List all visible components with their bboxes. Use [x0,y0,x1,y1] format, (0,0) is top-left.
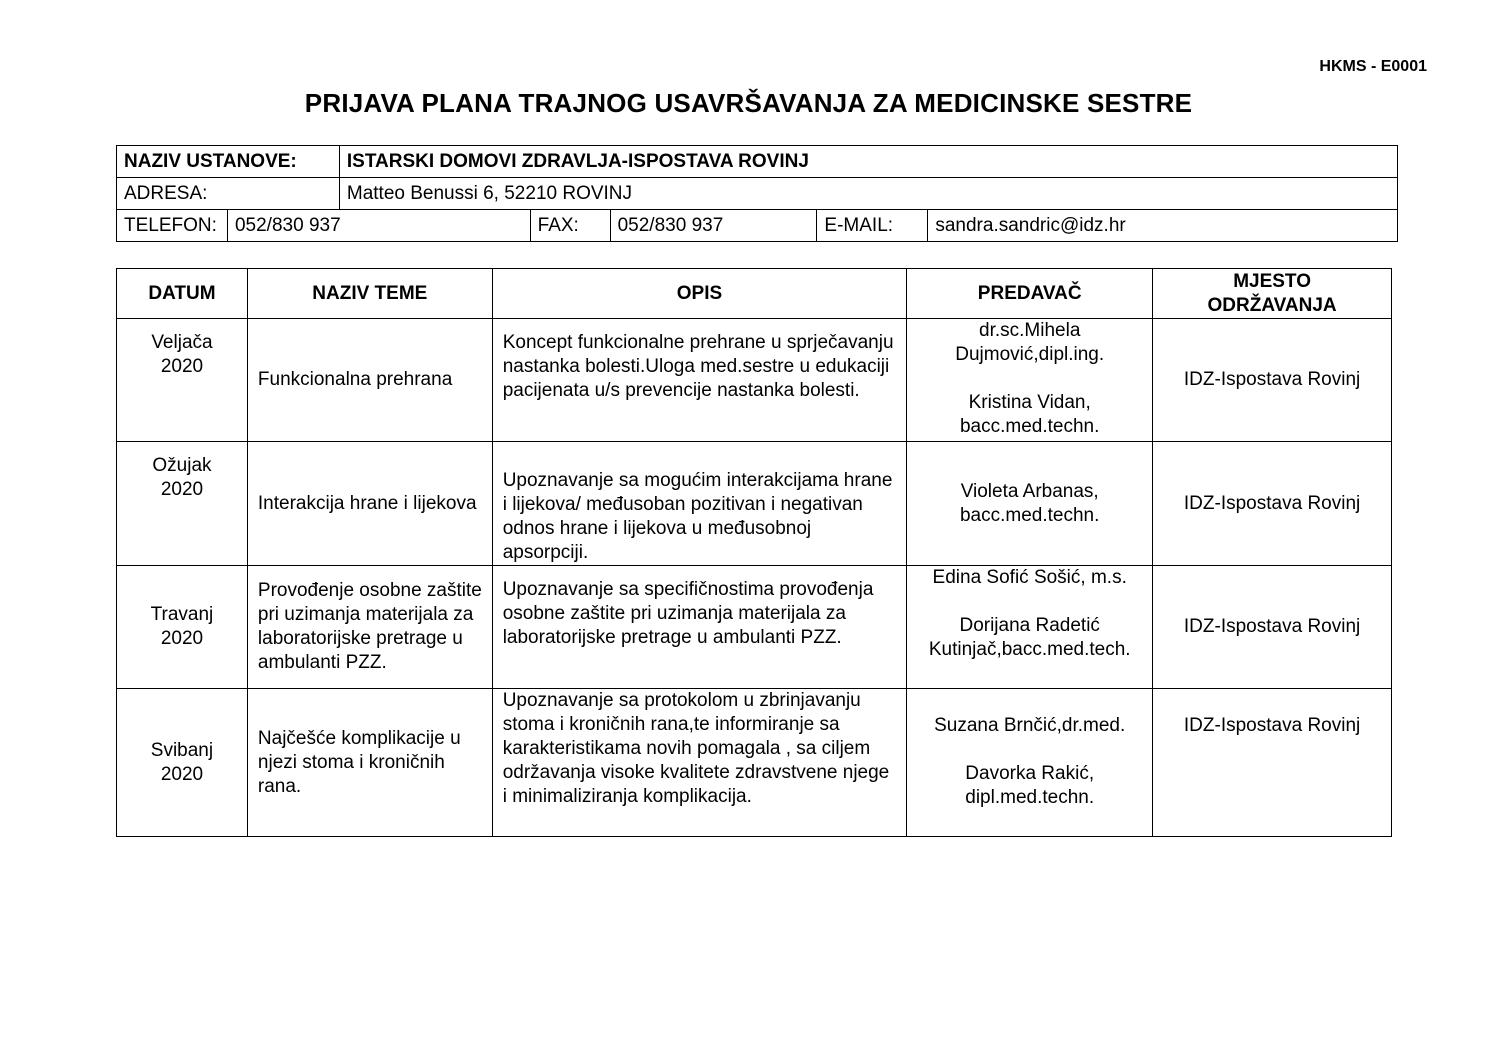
table-row [117,566,1392,689]
row-predavac [907,689,1153,837]
row-predavac [907,319,1153,442]
header-predavac: PREDAVAČ [907,269,1153,319]
predavac-line: bacc.med.techn. [959,416,1100,437]
row-mjesto: IDZ-Ispostava Rovinj [1153,319,1392,442]
row-tema: Interakcija hrane i lijekova [247,442,492,566]
header-tema: NAZIV TEME [247,269,492,319]
header-datum: DATUM [117,269,248,319]
row-datum [117,689,248,837]
institution-table [116,145,1398,242]
datum-month: Travanj [150,604,214,625]
predavac-line: dipl.med.techn. [965,787,1095,808]
row-mjesto: IDZ-Ispostava Rovinj [1153,689,1392,837]
institution-name-label: NAZIV USTANOVE: [117,146,340,178]
document-code: HKMS - E0001 [1319,58,1427,75]
datum-month: Ožujak [152,455,212,476]
address-value: Matteo Benussi 6, 52210 ROVINJ [339,178,1397,210]
email-value: sandra.sandric@idz.hr [928,210,1398,242]
row-datum [117,319,248,442]
header-mjesto-line1: MJESTO [1233,270,1311,292]
row-predavac [907,442,1153,566]
table-row [117,689,1392,837]
header-mjesto [1153,269,1392,319]
institution-name-value: ISTARSKI DOMOVI ZDRAVLJA-ISPOSTAVA ROVINJ [339,146,1397,178]
predavac-line: Edina Sofić Sošić, m.s. [932,567,1127,588]
datum-year: 2020 [160,628,204,649]
row-datum [117,442,248,566]
predavac-line: Dorijana Radetić [959,615,1100,636]
row-tema: Najčešće komplikacije u njezi stoma i kroničnih rana. [247,689,492,837]
row-tema: Funkcionalna prehrana [247,319,492,442]
header-mjesto-line2: ODRŽAVANJA [1207,294,1337,316]
email-label: E-MAIL: [817,210,928,242]
predavac-line: Kristina Vidan, [968,392,1091,413]
plan-header-row [117,269,1392,319]
plan-table [116,268,1392,837]
row-predavac [907,566,1153,689]
row-opis: Upoznavanje sa protokolom u zbrinjavanju stoma i kroničnih rana,te informiranje sa karakteristikama novih pomagala , sa ciljem održavanja visoke kvalitete zdravstvene njege i minimaliziranja komplikacija. [492,689,907,837]
row-mjesto: IDZ-Ispostava Rovinj [1153,442,1392,566]
predavac-line: Kutinjač,bacc.med.tech. [928,639,1131,660]
predavac-line: bacc.med.techn. [959,504,1100,526]
datum-year: 2020 [160,763,204,785]
phone-value: 052/830 937 [227,210,530,242]
institution-name-row [117,146,1398,178]
row-opis: Upoznavanje sa mogućim interakcijama hrane i lijekova/ međusoban pozitivan i negativan odnos hrane i lijekova u međusobnoj apsorpciji. [492,442,907,566]
row-opis: Koncept funkcionalne prehrane u sprječavanju nastanka bolesti.Uloga med.sestre u edukaciji pacijenata u/s prevencije nastanka bolesti. [492,319,907,442]
datum-year: 2020 [160,479,204,500]
predavac-line: Violeta Arbanas, [960,480,1099,502]
table-row [117,442,1392,566]
row-opis: Upoznavanje sa specifičnostima provođenja osobne zaštite pri uzimanja materijala za laboratorijske pretrage u ambulanti PZZ. [492,566,907,689]
predavac-line: dr.sc.Mihela [979,320,1081,341]
page-title: PRIJAVA PLANA TRAJNOG USAVRŠAVANJA ZA MEDICINSKE SESTRE [304,88,1193,118]
institution-contact-row [117,210,1398,242]
datum-year: 2020 [160,356,204,377]
predavac-line: Dujmović,dipl.ing. [955,344,1105,365]
predavac-line: Davorka Rakić, [965,763,1095,784]
institution-address-row [117,178,1398,210]
address-label: ADRESA: [117,178,340,210]
row-mjesto: IDZ-Ispostava Rovinj [1153,566,1392,689]
fax-label: FAX: [530,210,610,242]
fax-value: 052/830 937 [610,210,817,242]
datum-month: Svibanj [150,739,214,761]
header-opis: OPIS [492,269,907,319]
predavac-line: Suzana Brnčić,dr.med. [934,715,1126,736]
datum-month: Veljača [151,332,213,353]
row-tema: Provođenje osobne zaštite pri uzimanja materijala za laboratorijske pretrage u ambulanti PZZ. [247,566,492,689]
table-row [117,319,1392,442]
row-datum [117,566,248,689]
phone-label: TELEFON: [117,210,228,242]
